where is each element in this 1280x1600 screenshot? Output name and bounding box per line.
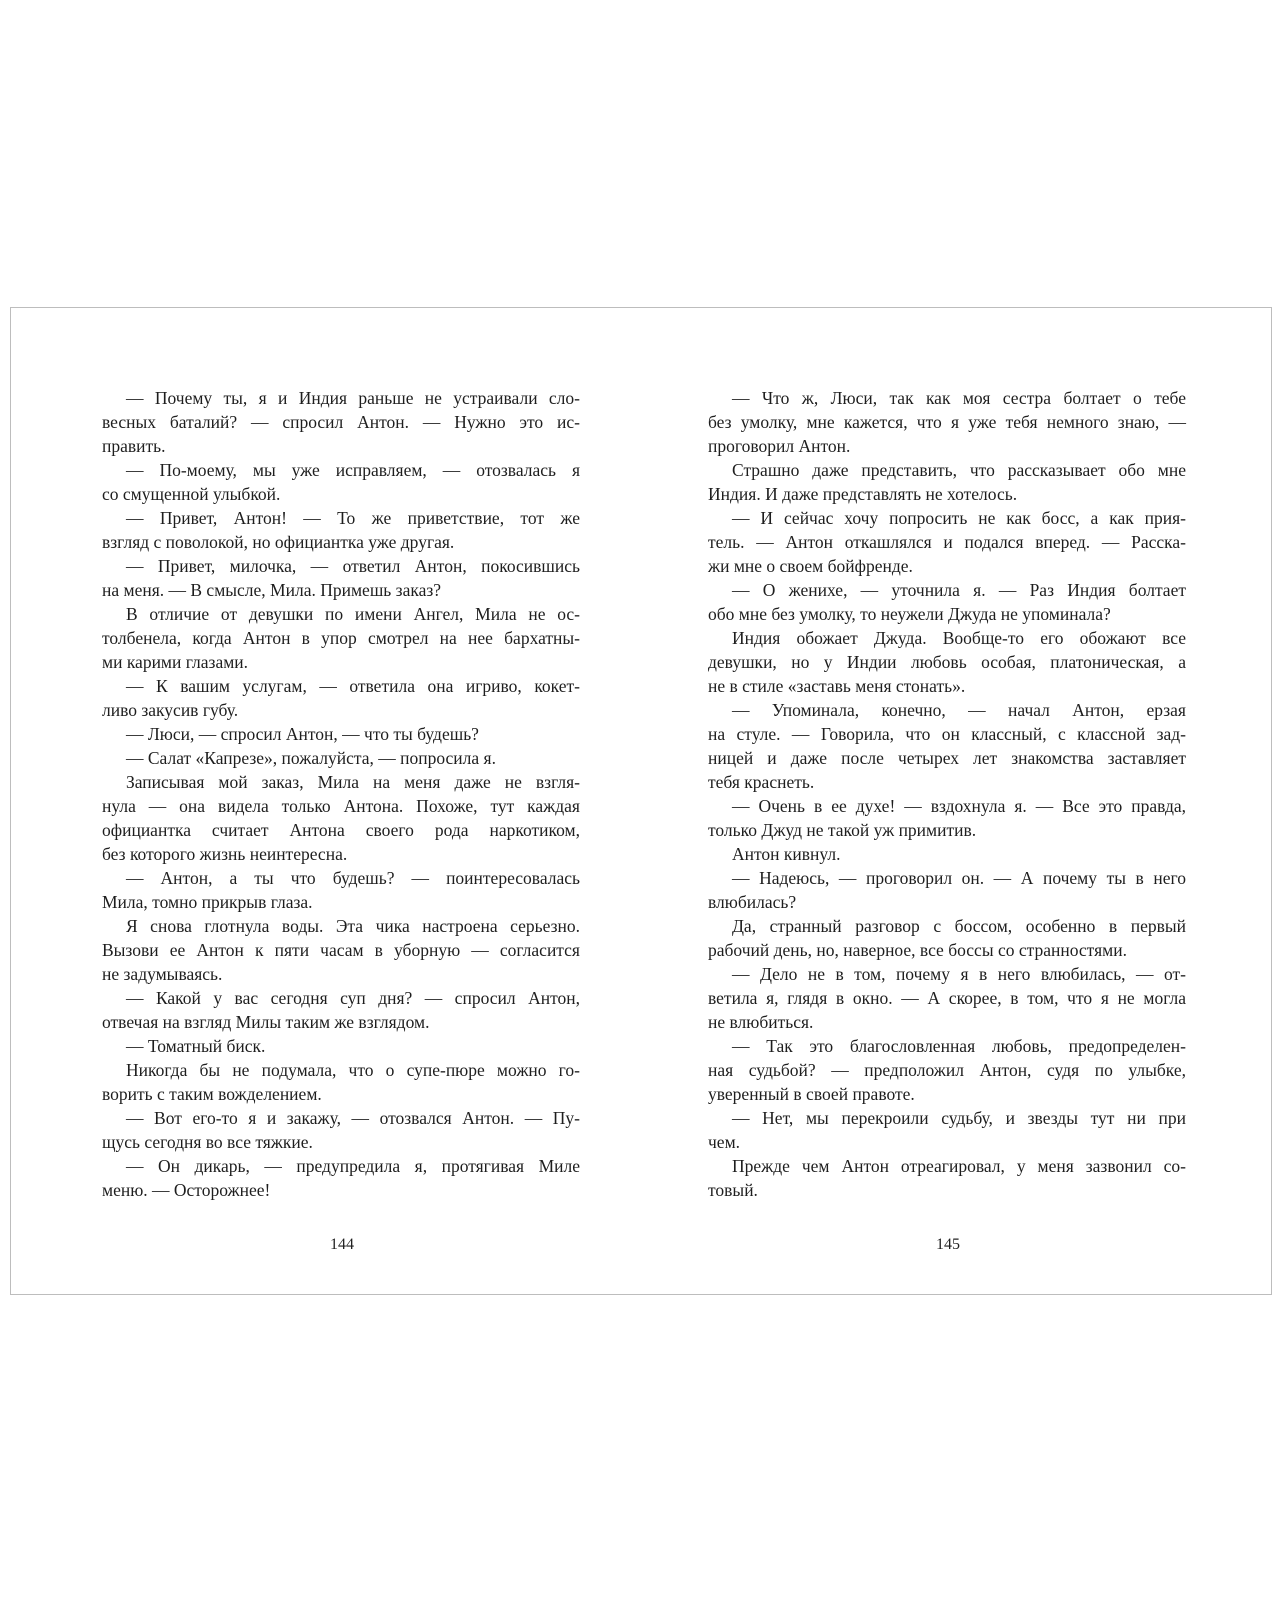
left-line-18: нула — она видела только Антона. Похоже, тут каждая (102, 796, 580, 816)
left-line-14: ливо закусив губу. (102, 700, 239, 720)
left-line-12: ми карими глазами. (102, 652, 249, 672)
right-line-32: чем. (708, 1132, 741, 1152)
left-line-10: В отличие от девушки по имени Ангел, Мила не ос- (126, 604, 580, 624)
right-line-28: — Так это благословленная любовь, предопределен- (732, 1036, 1186, 1056)
left-line-22: Мила, томно прикрыв глаза. (102, 892, 313, 912)
left-line-17: Записывая мой заказ, Мила на меня даже не взгля- (126, 772, 580, 792)
right-line-19: только Джуд не такой уж примитив. (708, 820, 977, 840)
right-line-15: на стуле. — Говорила, что он классный, с классной зад- (708, 724, 1186, 744)
left-line-34: меню. — Осторожнее! (102, 1180, 271, 1200)
book-spread (10, 307, 1272, 1295)
right-line-27: не влюбиться. (708, 1012, 814, 1032)
right-line-17: тебя краснеть. (708, 772, 815, 792)
right-line-24: рабочий день, но, наверное, все боссы со странностями. (708, 940, 1127, 960)
left-line-9: на меня. — В смысле, Мила. Примешь заказ? (102, 580, 442, 600)
right-line-3: проговорил Антон. (708, 436, 851, 456)
left-line-23: Я снова глотнула воды. Эта чика настроена серьезно. (126, 916, 580, 936)
right-line-29: ная судьбой? — предположил Антон, судя по улыбке, (708, 1060, 1186, 1080)
right-line-9: — О женихе, — уточнила я. — Раз Индия болтает (732, 580, 1186, 600)
right-line-25: — Дело не в том, почему я в него влюбилась, — от- (732, 964, 1186, 984)
right-line-13: не в стиле «заставь меня стонать». (708, 676, 966, 696)
left-line-20: без которого жизнь неинтересна. (102, 844, 348, 864)
right-line-23: Да, странный разговор с боссом, особенно в первый (732, 916, 1186, 936)
left-line-7: взгляд с поволокой, но официантка уже другая. (102, 532, 455, 552)
left-line-32: щусь сегодня во все тяжкие. (102, 1132, 313, 1152)
right-line-14: — Упоминала, конечно, — начал Антон, ерзая (732, 700, 1186, 720)
right-line-12: девушки, но у Индии любовь особая, платоническая, а (708, 652, 1186, 672)
right-line-10: обо мне без умолку, то неужели Джуда не упоминала? (708, 604, 1111, 624)
right-line-22: влюбилась? (708, 892, 797, 912)
left-line-25: не задумываясь. (102, 964, 223, 984)
right-line-11: Индия обожает Джуда. Вообще-то его обожают все (732, 628, 1186, 648)
right-line-5: Индия. И даже представлять не хотелось. (708, 484, 1018, 504)
left-line-26: — Какой у вас сегодня суп дня? — спросил Антон, (126, 988, 580, 1008)
right-line-34: товый. (708, 1180, 758, 1200)
left-line-4: — По-моему, мы уже исправляем, — отозвалась я (126, 460, 580, 480)
left-line-24: Вызови ее Антон к пяти часам в уборную — согласится (102, 940, 580, 960)
left-line-8: — Привет, милочка, — ответил Антон, покосившись (126, 556, 580, 576)
left-line-1: — Почему ты, я и Индия раньше не устраивали сло- (126, 388, 580, 408)
right-line-31: — Нет, мы перекроили судьбу, и звезды тут ни при (732, 1108, 1186, 1128)
right-page-text (708, 386, 1186, 1202)
right-line-4: Страшно даже представить, что рассказывает обо мне (732, 460, 1186, 480)
left-line-30: ворить с таким вожделением. (102, 1084, 322, 1104)
right-line-7: тель. — Антон откашлялся и подался вперед. — Расска- (708, 532, 1186, 552)
left-line-28: — Томатный биск. (126, 1036, 266, 1056)
left-line-3: править. (102, 436, 166, 456)
left-line-2: весных баталий? — спросил Антон. — Нужно это ис- (102, 412, 580, 432)
right-line-6: — И сейчас хочу попросить не как босс, а как прия- (732, 508, 1186, 528)
right-line-2: без умолку, мне кажется, что я уже тебя немного знаю, — (708, 412, 1186, 432)
right-line-8: жи мне о своем бойфренде. (708, 556, 913, 576)
page-number-left: 144 (330, 1236, 354, 1253)
right-line-18: — Очень в ее духе! — вздохнула я. — Все это правда, (732, 796, 1186, 816)
right-line-21: — Надеюсь, — проговорил он. — А почему ты в него (732, 868, 1186, 888)
left-line-16: — Салат «Капрезе», пожалуйста, — попросила я. (126, 748, 496, 768)
page-number-right: 145 (936, 1236, 960, 1253)
left-line-13: — К вашим услугам, — ответила она игриво, кокет- (126, 676, 580, 696)
left-line-19: официантка считает Антона своего рода наркотиком, (102, 820, 580, 840)
right-line-16: ницей и даже после четырех лет знакомства заставляет (708, 748, 1186, 768)
right-line-33: Прежде чем Антон отреагировал, у меня зазвонил со- (732, 1156, 1186, 1176)
right-line-1: — Что ж, Люси, так как моя сестра болтает о тебе (732, 388, 1186, 408)
left-page-text (102, 386, 580, 1202)
left-line-29: Никогда бы не подумала, что о супе-пюре можно го- (126, 1060, 580, 1080)
left-line-21: — Антон, а ты что будешь? — поинтересовалась (126, 868, 580, 888)
left-line-11: толбенела, когда Антон в упор смотрел на нее бархатны- (102, 628, 580, 648)
left-line-5: со смущенной улыбкой. (102, 484, 281, 504)
right-line-30: уверенный в своей правоте. (708, 1084, 915, 1104)
left-line-15: — Люси, — спросил Антон, — что ты будешь? (126, 724, 479, 744)
right-line-26: ветила я, глядя в окно. — А скорее, в том, что я не могла (708, 988, 1186, 1008)
left-line-6: — Привет, Антон! — То же приветствие, тот же (126, 508, 580, 528)
left-line-33: — Он дикарь, — предупредила я, протягивая Миле (126, 1156, 580, 1176)
right-line-20: Антон кивнул. (732, 844, 841, 864)
left-line-27: отвечая на взгляд Милы таким же взглядом. (102, 1012, 430, 1032)
left-line-31: — Вот его-то я и закажу, — отозвался Антон. — Пу- (126, 1108, 580, 1128)
